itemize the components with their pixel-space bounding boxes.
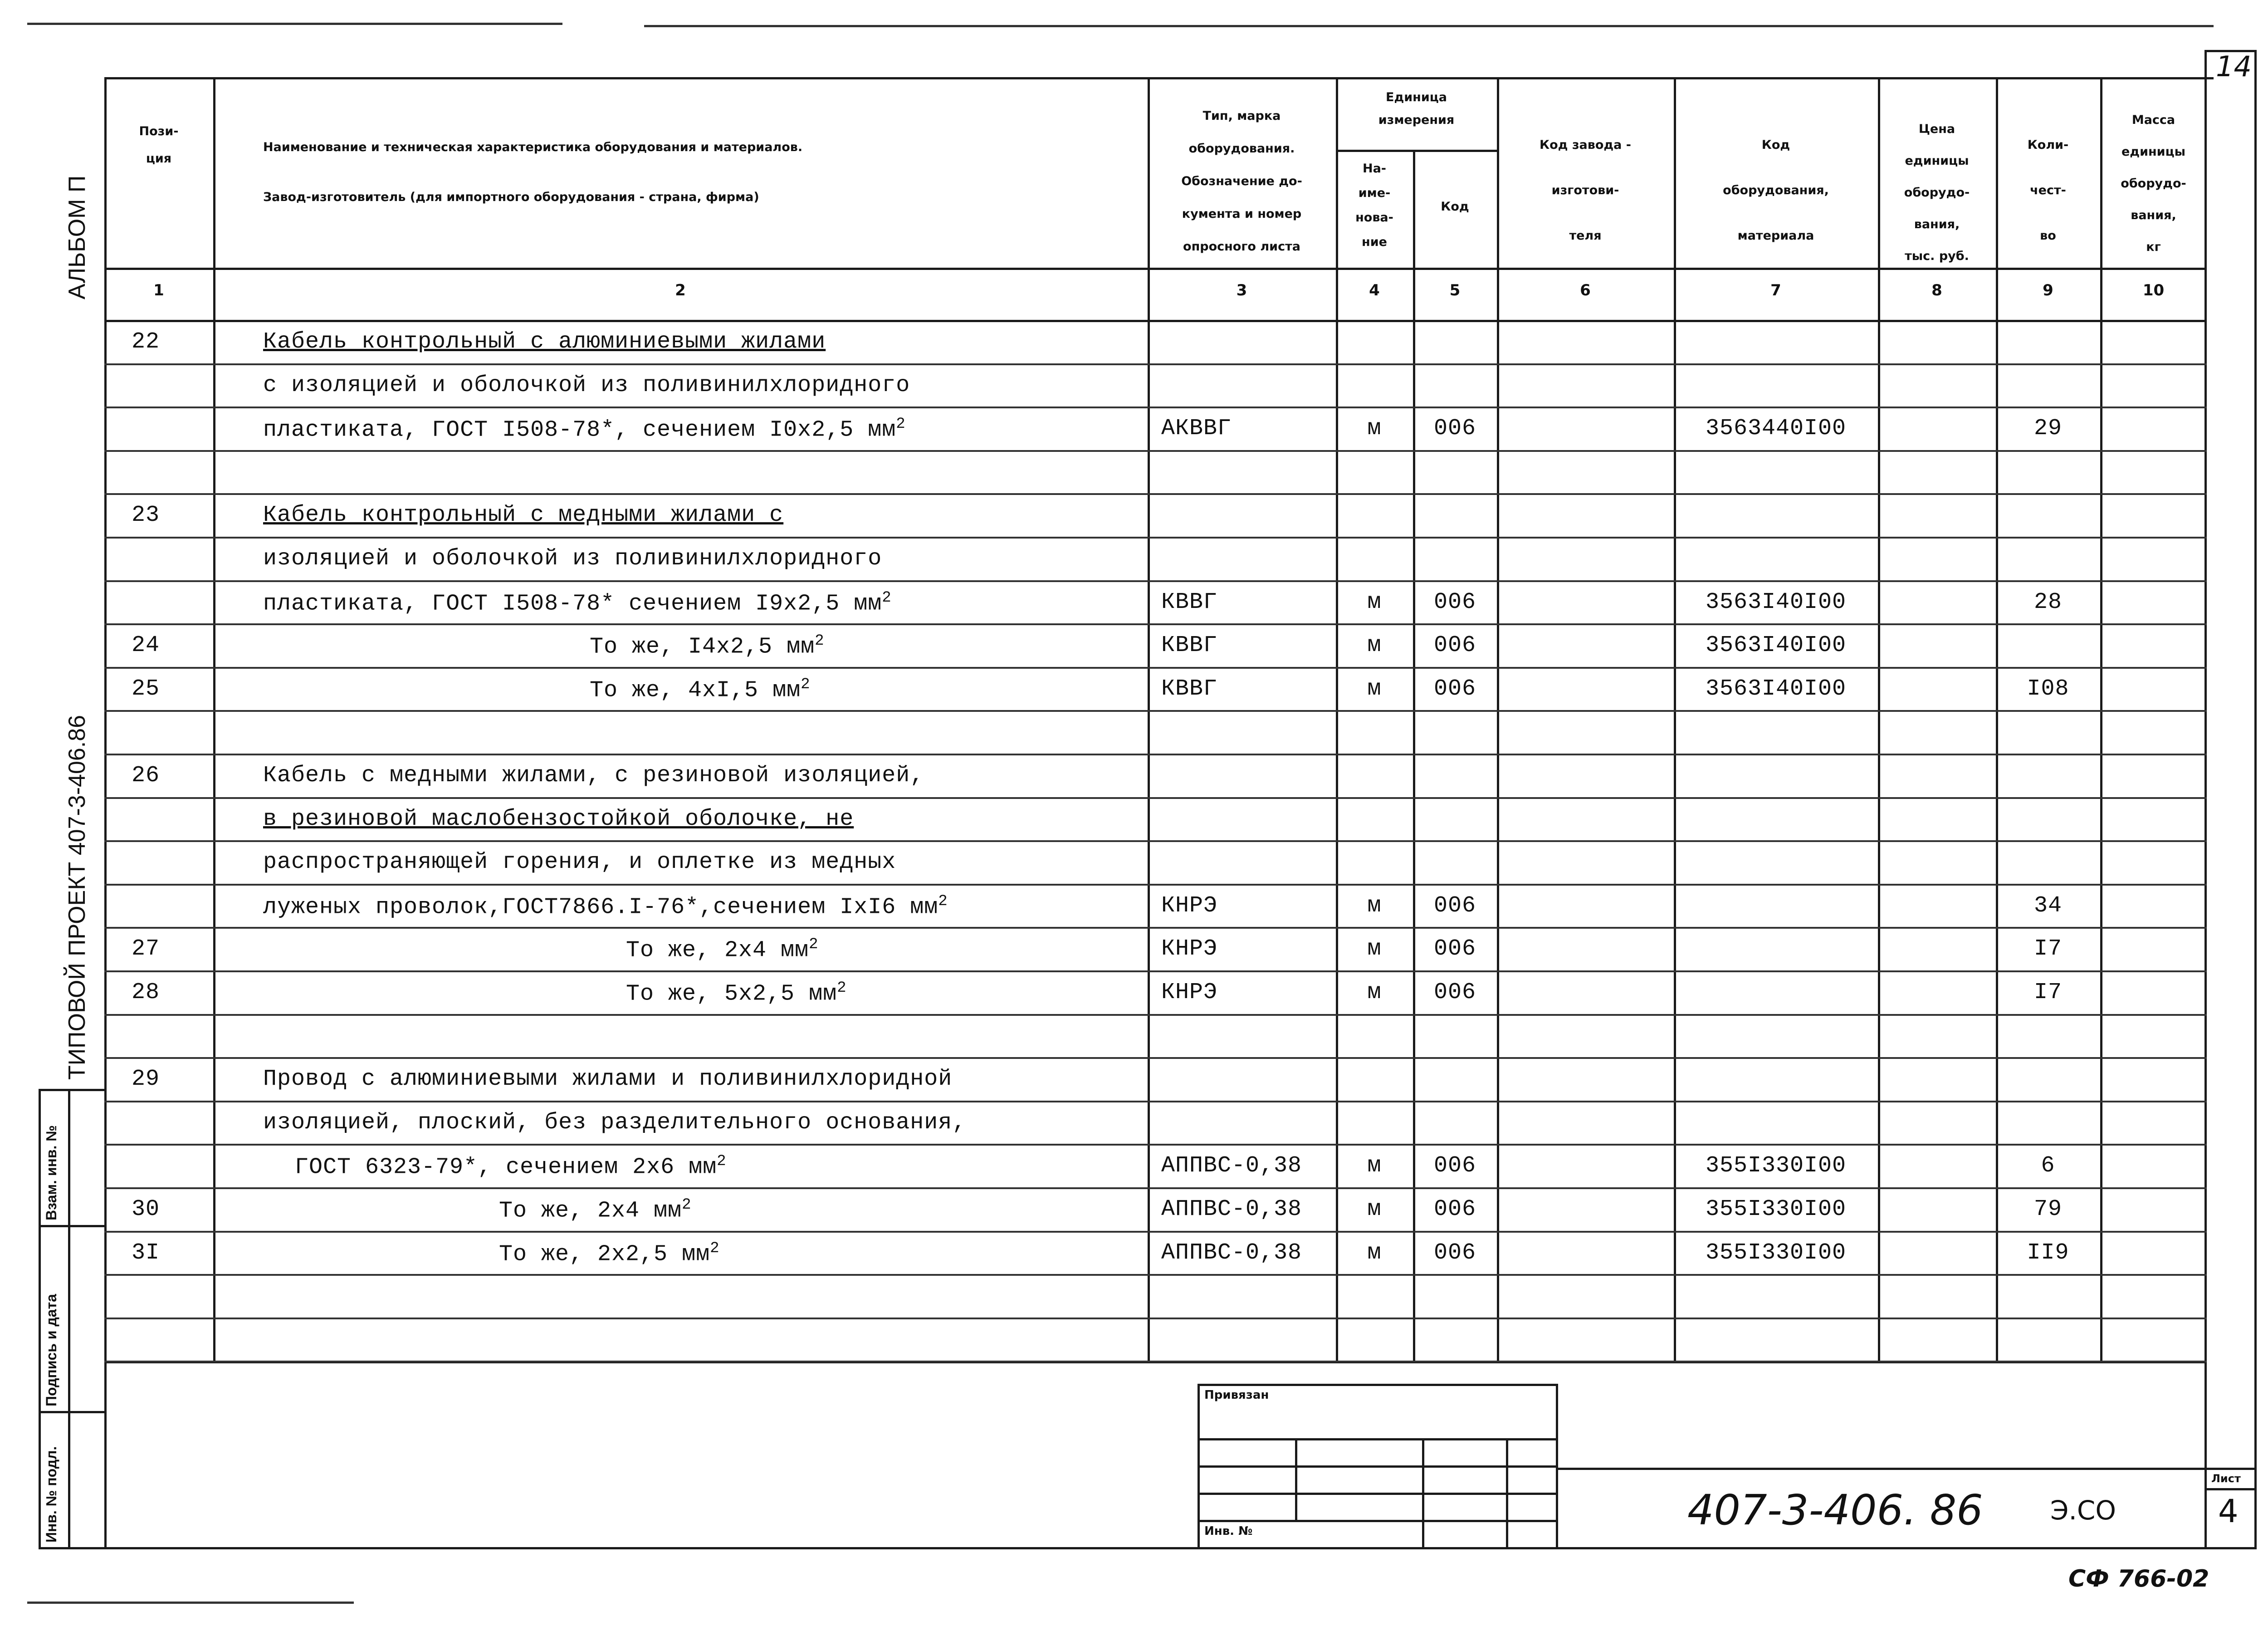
row-quantity: I7	[2033, 936, 2062, 962]
row-name-text: То же, 4хI,5 мм	[590, 677, 801, 704]
row-unit-code: 006	[1433, 1153, 1476, 1179]
row-name	[590, 632, 824, 660]
row-unit-code: 006	[1433, 676, 1476, 702]
row-name	[499, 1240, 719, 1268]
row-position: 28	[132, 980, 160, 1005]
row-name-text: То же, 2х2,5 мм	[499, 1241, 710, 1268]
row-name-superscript: 2	[815, 632, 825, 650]
project-label: ТИПОВОЙ ПРОЕКТ 407-3-406.86	[64, 715, 90, 1080]
column-number: 9	[2043, 281, 2053, 299]
sheet-label: Лист	[2211, 1472, 2241, 1485]
row-unit-code: 006	[1433, 1196, 1476, 1222]
row-position: 3I	[132, 1240, 160, 1266]
row-name: изоляцией и оболочкой из поливинилхлоридного	[263, 546, 882, 572]
row-material-code: 3563I40I00	[1706, 676, 1847, 702]
row-name: с изоляцией и оболочкой из поливинилхлоридного	[263, 372, 910, 398]
row-type: КВВГ	[1161, 676, 1218, 702]
row-position: 22	[132, 329, 160, 355]
row-name-text: То же, 5х2,5 мм	[626, 981, 837, 1007]
document-number: 407-3-406. 86	[1687, 1486, 1983, 1534]
row-position: 23	[132, 502, 160, 528]
inventory-label: Инв. №	[1204, 1524, 1253, 1538]
row-name-text: ГОСТ 6323-79*, сечением 2х6 мм	[295, 1154, 717, 1180]
column-number: 3	[1236, 281, 1247, 299]
row-quantity: 79	[2033, 1196, 2062, 1222]
row-type: КНРЭ	[1161, 980, 1218, 1005]
row-quantity: 34	[2033, 893, 2062, 919]
row-type: АППВС-0,38	[1161, 1196, 1302, 1222]
column-number: 1	[153, 281, 164, 299]
row-quantity: I7	[2033, 980, 2062, 1005]
row-unit: м	[1367, 416, 1382, 441]
row-name: Провод с алюминиевыми жилами и поливинилхлоридной	[263, 1066, 953, 1092]
attached-label: Привязан	[1204, 1388, 1269, 1402]
column-number: 8	[1931, 281, 1942, 299]
row-name-text: пластиката, ГОСТ I508-78*, сечением I0х2,5 мм	[263, 417, 896, 443]
stamp-inv-original: Инв. № подл.	[43, 1446, 59, 1543]
row-name-superscript: 2	[938, 893, 948, 910]
row-unit: м	[1367, 589, 1382, 615]
row-name-text: пластиката, ГОСТ I508-78* сечением I9х2,5 мм	[263, 591, 882, 617]
header-factory-code: Код завода - изготови- теля	[1540, 138, 1631, 243]
column-number: 7	[1770, 281, 1781, 299]
row-name-text: луженых проволок,ГОСТ7866.I-76*,сечением IхI6 мм	[263, 894, 938, 921]
header-unit-name: На- име- нова- ние	[1355, 162, 1393, 249]
row-name-text: То же, 2х4 мм	[499, 1198, 682, 1224]
row-type: КВВГ	[1161, 632, 1218, 658]
header-material-code: Код оборудования, материала	[1723, 138, 1829, 243]
header-quantity: Коли- чест- во	[2027, 138, 2069, 243]
row-name	[295, 1153, 727, 1180]
row-material-code: 3563440I00	[1706, 416, 1847, 441]
row-name	[626, 980, 846, 1007]
row-unit: м	[1367, 980, 1382, 1005]
row-unit: м	[1367, 1240, 1382, 1266]
sheet-number-top: 14	[2216, 50, 2252, 83]
row-quantity: 6	[2041, 1153, 2055, 1179]
row-position: 27	[132, 936, 160, 962]
row-name-superscript: 2	[896, 416, 906, 433]
row-type: КВВГ	[1161, 589, 1218, 615]
row-unit-code: 006	[1433, 1240, 1476, 1266]
row-unit: м	[1367, 1153, 1382, 1179]
sheet-number: 4	[2218, 1493, 2239, 1530]
row-material-code: 355I330I00	[1706, 1196, 1847, 1222]
row-name-superscript: 2	[837, 980, 847, 997]
row-name	[626, 936, 818, 964]
row-type: КНРЭ	[1161, 893, 1218, 919]
row-name-superscript: 2	[801, 676, 811, 693]
row-type: АППВС-0,38	[1161, 1240, 1302, 1266]
row-unit: м	[1367, 676, 1382, 702]
row-name-superscript: 2	[717, 1153, 727, 1170]
row-material-code: 355I330I00	[1706, 1240, 1847, 1266]
row-name-superscript: 2	[809, 936, 819, 953]
row-name	[499, 1196, 691, 1224]
column-number: 10	[2142, 281, 2165, 299]
row-unit-code: 006	[1433, 936, 1476, 962]
row-material-code: 3563I40I00	[1706, 589, 1847, 615]
row-position: 25	[132, 676, 160, 702]
row-name-superscript: 2	[710, 1240, 720, 1257]
row-type: КНРЭ	[1161, 936, 1218, 962]
row-unit: м	[1367, 1196, 1382, 1222]
row-name	[263, 893, 948, 921]
header-price: Цена единицы оборудо- вания, тыс. руб.	[1904, 122, 1970, 263]
row-position: 24	[132, 632, 160, 658]
row-name-text: То же, I4х2,5 мм	[590, 634, 815, 660]
row-name	[263, 416, 906, 443]
row-name-text: То же, 2х4 мм	[626, 937, 809, 964]
header-position: Пози- ция	[139, 124, 179, 166]
column-number: 5	[1449, 281, 1461, 299]
row-material-code: 355I330I00	[1706, 1153, 1847, 1179]
row-name: Кабель с медными жилами, с резиновой изоляцией,	[263, 763, 924, 789]
row-name: Кабель контрольный с алюминиевыми жилами	[263, 329, 826, 355]
header-name: Наименование и техническая характеристика оборудования и материалов. Завод-изготовитель (для импортного оборудования - страна, фирма)	[263, 140, 803, 204]
row-name	[590, 676, 810, 704]
row-quantity: I08	[2027, 676, 2069, 702]
row-name: распространяющей горения, и оплетке из медных	[263, 849, 896, 875]
row-unit-code: 006	[1433, 980, 1476, 1005]
column-number: 4	[1369, 281, 1380, 299]
header-unit-code: Код	[1441, 200, 1469, 214]
row-quantity: II9	[2027, 1240, 2069, 1266]
row-type: АКВВГ	[1161, 416, 1232, 441]
row-quantity: 29	[2033, 416, 2062, 441]
header-type: Тип, марка оборудования. Обозначение до- кумента и номер опросного листа	[1181, 109, 1302, 254]
column-number: 6	[1580, 281, 1591, 299]
row-position: 29	[132, 1066, 160, 1092]
row-name-superscript: 2	[682, 1196, 692, 1214]
row-position: 30	[132, 1196, 160, 1222]
row-position: 26	[132, 763, 160, 789]
row-name-superscript: 2	[882, 589, 892, 607]
row-unit-code: 006	[1433, 416, 1476, 441]
column-number: 2	[675, 281, 686, 299]
row-unit-code: 006	[1433, 589, 1476, 615]
row-name: Кабель контрольный с медными жилами с	[263, 502, 784, 528]
row-name: в резиновой маслобензостойкой оболочке, не	[263, 806, 854, 832]
drawing-mark: Э.СО	[2050, 1495, 2116, 1526]
header-mass: Масса единицы оборудо- вания, кг	[2121, 113, 2186, 254]
row-type: АППВС-0,38	[1161, 1153, 1302, 1179]
header-unit: Единица измерения	[1378, 90, 1455, 127]
row-unit-code: 006	[1433, 632, 1476, 658]
row-unit: м	[1367, 893, 1382, 919]
row-unit: м	[1367, 936, 1382, 962]
row-name	[263, 589, 892, 617]
row-quantity: 28	[2033, 589, 2062, 615]
row-name: изоляцией, плоский, без разделительного основания,	[263, 1110, 967, 1136]
row-unit: м	[1367, 632, 1382, 658]
stamp-inv-replace: Взам. инв. №	[43, 1125, 59, 1220]
stamp-signature-date: Подпись и дата	[43, 1294, 59, 1406]
album-label: АЛЬБОМ П	[64, 175, 90, 299]
row-unit-code: 006	[1433, 893, 1476, 919]
row-material-code: 3563I40I00	[1706, 632, 1847, 658]
footnote-code: СФ 766-02	[2068, 1565, 2209, 1592]
